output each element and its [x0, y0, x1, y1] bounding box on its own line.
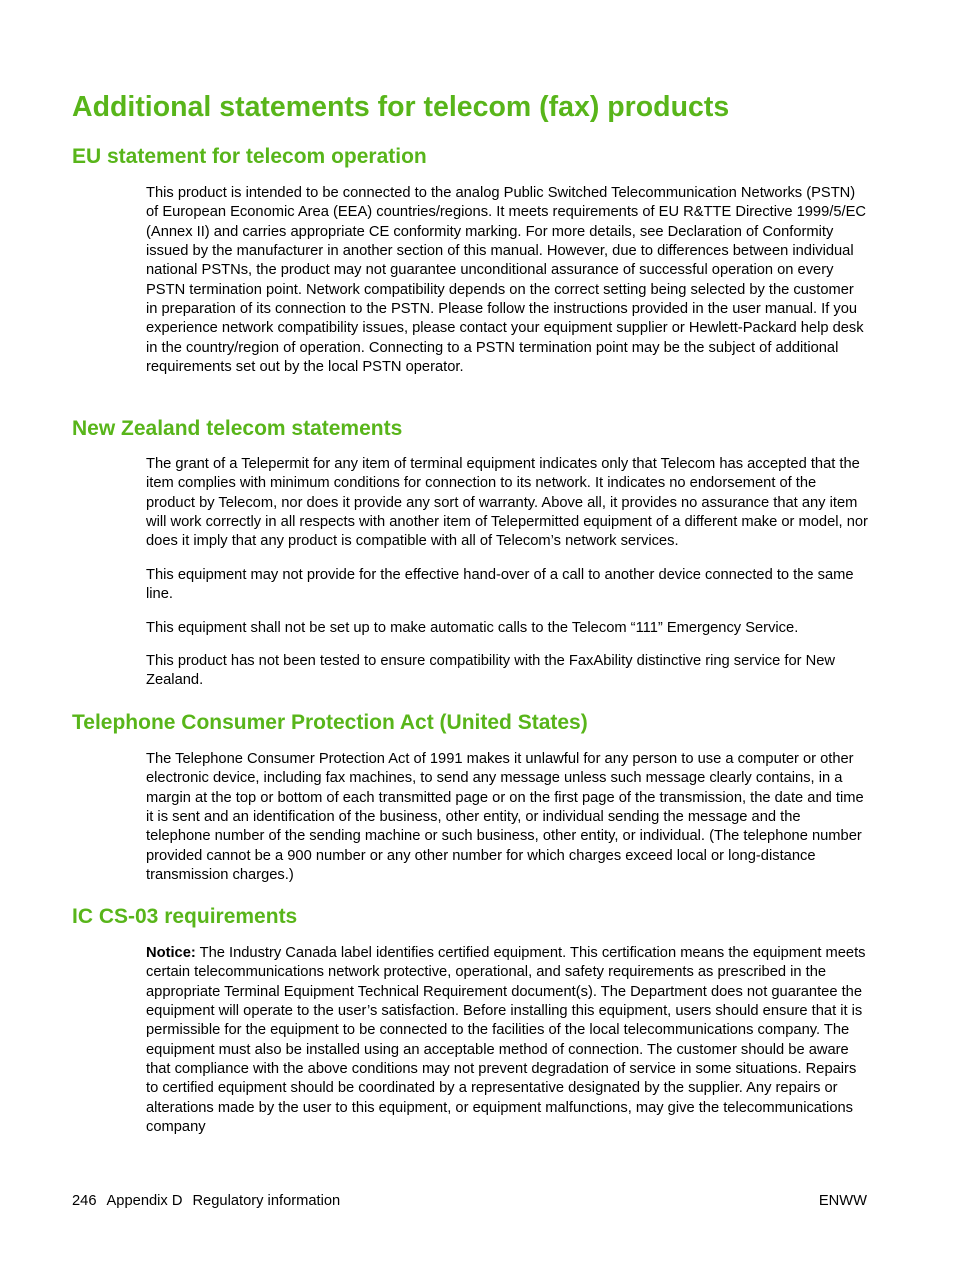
tcpa-paragraph: The Telephone Consumer Protection Act of 1991 makes it unlawful for any person to use a computer or other electronic device, including fax machines, to send any message unless such message clearly contains, in a margin at the top or bottom of each transmitted page or on the first page of the transmission, the date and time it is sent and an identification of the business, other entity, or individual sending the message and the telephone number of the sending machine or such business, other entity, or individual. (The telephone number provided cannot be a 900 number or any other number for which charges exceed local or long-distance transmission charges.)	[146, 751, 864, 884]
footer-page-number: 246	[72, 1193, 97, 1209]
nz-paragraph-4: This product has not been tested to ensure compatibility with the FaxAbility distinctive ring service for New Zealand.	[146, 653, 836, 689]
nz-paragraph-3: This equipment shall not be set up to make automatic calls to the Telecom “111” Emergency Service.	[146, 620, 799, 636]
section-heading-new-zealand: New Zealand telecom statements	[72, 417, 403, 440]
footer-right: ENWW	[818, 1193, 867, 1209]
page-title: Additional statements for telecom (fax) products	[72, 91, 730, 123]
section-heading-ic-cs03: IC CS-03 requirements	[72, 905, 298, 928]
footer-appendix: Appendix D	[106, 1193, 183, 1209]
footer-chapter: Regulatory information	[192, 1193, 341, 1209]
section-heading-eu: EU statement for telecom operation	[72, 145, 427, 168]
footer-left	[72, 1193, 340, 1209]
nz-paragraph-2: This equipment may not provide for the effective hand-over of a call to another device connected to the same line.	[146, 567, 854, 603]
section-heading-tcpa: Telephone Consumer Protection Act (United States)	[72, 711, 588, 734]
notice-label: Notice:	[146, 945, 196, 961]
nz-paragraph-1: The grant of a Telepermit for any item of terminal equipment indicates only that Telecom has accepted that the item complies with minimum conditions for connection to its network. It indicates no endorsement of the product by Telecom, nor does it provide any sort of warranty. Above all, it provides no assurance that any item will work correctly in all respects with another item of Telepermitted equipment of a different make or model, nor does it imply that any product is compatible with all of Telecom’s network services.	[146, 456, 868, 550]
notice-text: The Industry Canada label identifies certified equipment. This certification means the equipment meets certain telecommunications network protective, operational, and safety requirements as prescribed in the appropriate Terminal Equipment Technical Requirement document(s). The Department does not guarantee the equipment will operate to the user’s satisfaction. Before installing this equipment, users should ensure that it is permissible for the equipment to be connected to the facilities of the local telecommunications company. The equipment must also be installed using an acceptable method of connection. The customer should be aware that compliance with the above conditions may not prevent degradation of service in some situations. Repairs to certified equipment should be coordinated by a representative designated by the supplier. Any repairs or alterations made by the user to this equipment, or equipment malfunctions, may give the telecommunications company	[146, 945, 866, 1136]
ic-notice-paragraph	[146, 944, 868, 1137]
eu-paragraph: This product is intended to be connected to the analog Public Switched Telecommunication Networks (PSTN) of European Economic Area (EEA) countries/regions. It meets requirements of EU R&TTE Directive 1999/5/EC (Annex II) and carries appropriate CE conformity marking. For more details, see Declaration of Conformity issued by the manufacturer in another section of this manual. However, due to differences between individual national PSTNs, the product may not guarantee unconditional assurance of successful operation on every PSTN termination point. Network compatibility depends on the correct setting being selected by the customer in preparation of its connection to the PSTN. Please follow the instructions provided in the user manual. If you experience network compatibility issues, please contact your equipment supplier or Hewlett-Packard help desk in the country/region of operation. Connecting to a PSTN termination point may be the subject of additional requirements set out by the local PSTN operator.	[146, 185, 867, 376]
